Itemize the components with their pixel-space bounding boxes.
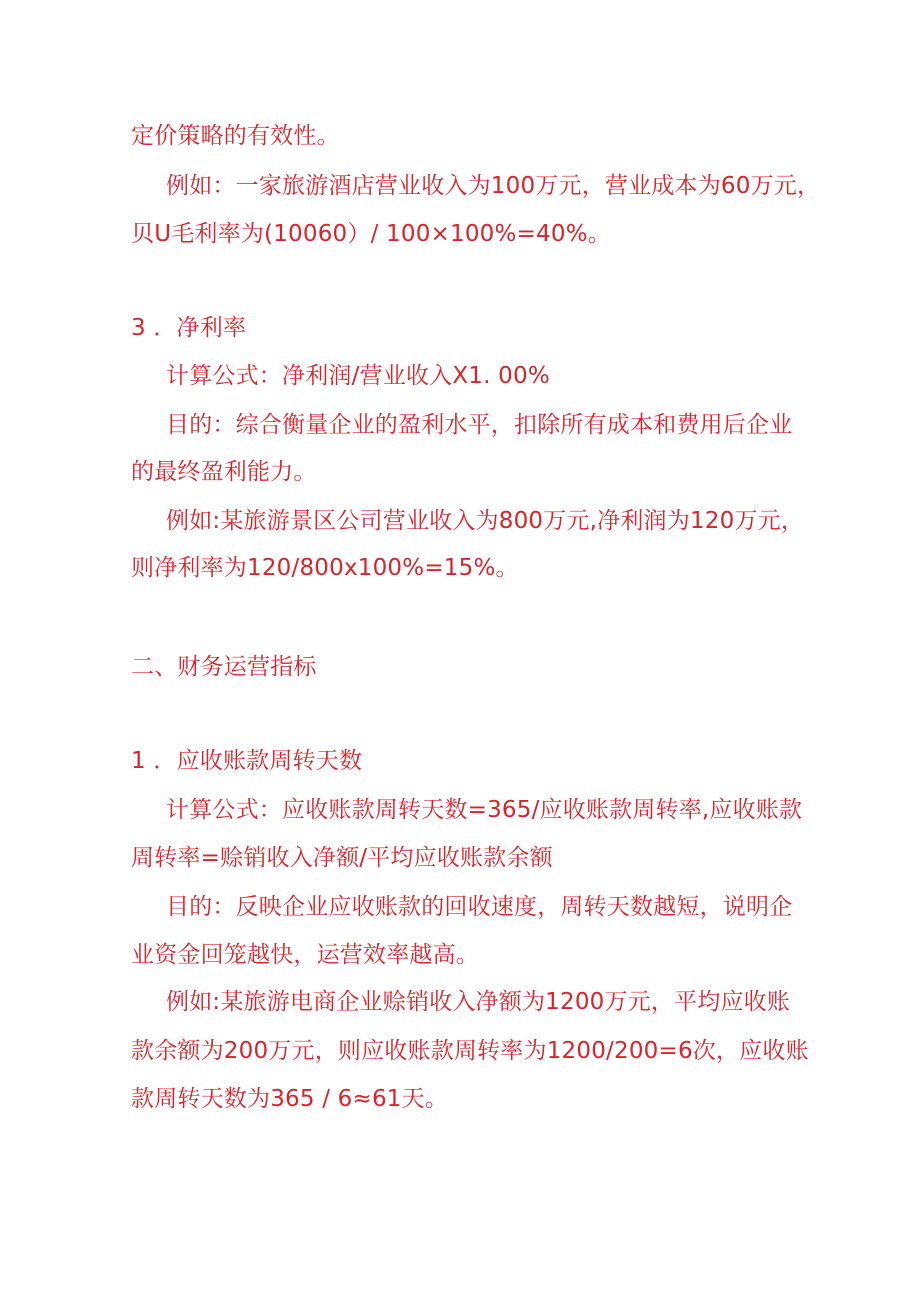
- paragraph-line: 例如：一家旅游酒店营业收入为100万元，营业成本为60万元，: [166, 173, 821, 199]
- paragraph-line: 目的：综合衡量企业的盈利水平，扣除所有成本和费用后企业: [166, 412, 793, 438]
- formula-line: 计算公式：应收账款周转天数=365/应收账款周转率,应收账款: [166, 797, 803, 823]
- formula-line: 计算公式：净利润/营业收入X1. 00%: [166, 363, 550, 389]
- paragraph-line: 款周转天数为365 / 6≈61天。: [131, 1086, 449, 1112]
- paragraph-line: 例如:某旅游电商企业赊销收入净额为1200万元，平均应收账: [166, 989, 791, 1015]
- paragraph-line: 的最终盈利能力。: [131, 459, 317, 485]
- chapter-heading: 二、财务运营指标: [131, 654, 317, 680]
- paragraph-line: 目的：反映企业应收账款的回收速度，周转天数越短，说明企: [166, 894, 793, 920]
- paragraph-line: 例如:某旅游景区公司营业收入为800万元,净利润为120万元，: [166, 508, 805, 534]
- paragraph-line: 则净利率为120/800x100%=15%。: [131, 555, 519, 581]
- section-heading: 1 ．应收账款周转天数: [131, 748, 363, 774]
- paragraph-line: 定价策略的有效性。: [131, 123, 340, 149]
- paragraph-line: 业资金回笼越快，运营效率越高。: [131, 942, 479, 968]
- formula-line: 周转率=赊销收入净额/平均应收账款余额: [131, 845, 553, 871]
- paragraph-line: 款余额为200万元，则应收账款周转率为1200/200=6次，应收账: [131, 1038, 809, 1064]
- section-heading: 3 ．净利率: [131, 315, 247, 341]
- paragraph-line: 贝U毛利率为(10060）/ 100×100%=40%。: [131, 221, 611, 247]
